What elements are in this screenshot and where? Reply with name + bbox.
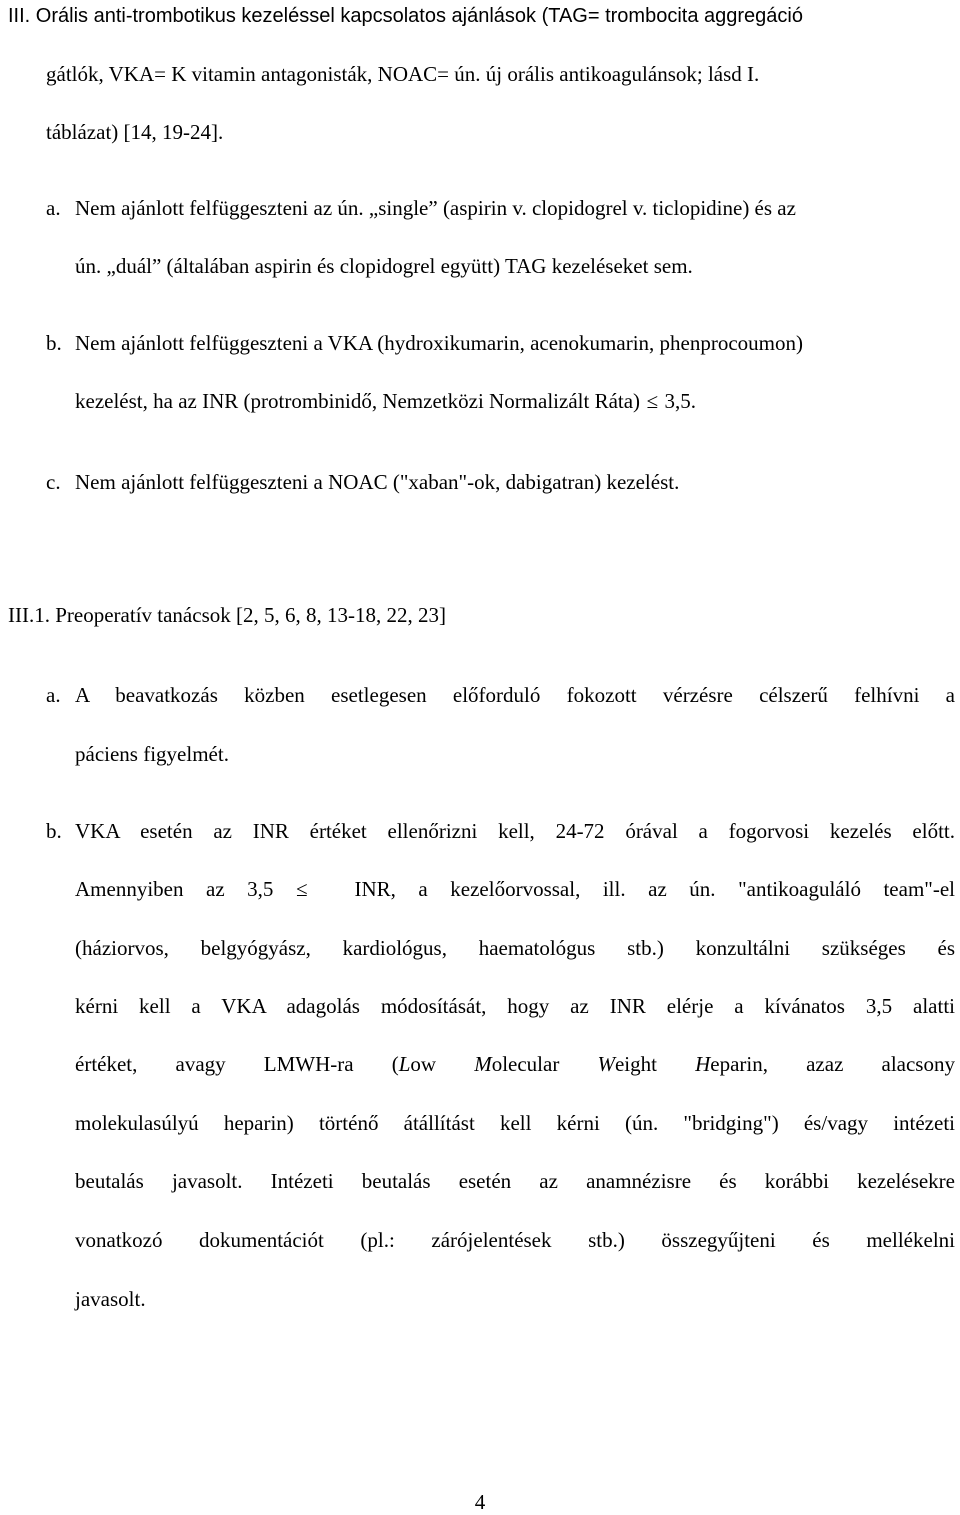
- list-marker-a: a.: [46, 196, 61, 220]
- section-heading-line-3: táblázat) [14, 19-24].: [46, 120, 224, 144]
- item-b-line-1: Nem ajánlott felfüggeszteni a VKA (hydroxikumarin, acenokumarin, phenprocoumon): [75, 331, 803, 355]
- preop-item-b-line-4: kérni kell a VKA adagolás módosítását, hogy az INR elérje a kívánatos 3,5 alatti: [75, 994, 955, 1018]
- preop-item-b-line-6: molekulasúlyú heparin) történő átállítást kell kérni (ún. "bridging") és/vagy intézeti: [75, 1111, 955, 1135]
- word-heparin-rest: eparin, azaz alacsony: [710, 1052, 955, 1076]
- section-heading-line-2: gátlók, VKA= K vitamin antagonisták, NOAC= ún. új orális antikoagulánsok; lásd I.: [46, 62, 760, 86]
- italic-letter-l: L: [398, 1052, 411, 1076]
- italic-letter-m: M: [474, 1052, 492, 1076]
- preop-item-b-line-2: [75, 877, 955, 901]
- preop-item-b-line-1: VKA esetén az INR értéket ellenőrizni kell, 24-72 órával a fogorvosi kezelés előtt.: [75, 819, 955, 843]
- preop-item-b-line-5: [75, 1052, 955, 1076]
- subsection-heading: III.1. Preoperatív tanácsok [2, 5, 6, 8, 13-18, 22, 23]: [8, 603, 446, 627]
- item-b-line-2: [75, 389, 696, 413]
- preop-item-b-line-8: vonatkozó dokumentációt (pl.: zárójelentések stb.) összegyűjteni és mellékelni: [75, 1228, 955, 1252]
- word-low: ow: [410, 1052, 475, 1076]
- italic-letter-w: W: [597, 1052, 615, 1076]
- word-molecular: olecular: [491, 1052, 598, 1076]
- preop-item-a-line-2: páciens figyelmét.: [75, 742, 229, 766]
- page-number: 4: [474, 1490, 486, 1514]
- preop-item-b-line-2-text: Amennyiben az 3,5: [75, 877, 274, 901]
- preop-item-a-line-1: A beavatkozás közben esetlegesen előforduló fokozott vérzésre célszerű felhívni a: [75, 683, 955, 707]
- less-equal-symbol-2: ≤: [295, 877, 308, 901]
- item-a-line-2: ún. „duál” (általában aspirin és clopidogrel együtt) TAG kezeléseket sem.: [75, 254, 693, 278]
- item-b-line-2-value: 3,5.: [664, 389, 697, 413]
- item-c-line-1: Nem ajánlott felfüggeszteni a NOAC ("xaban"-ok, dabigatran) kezelést.: [75, 470, 680, 494]
- list-marker-b-2: b.: [46, 819, 62, 843]
- item-a-line-1: Nem ajánlott felfüggeszteni az ún. „single” (aspirin v. clopidogrel v. ticlopidine) és az: [75, 196, 796, 220]
- item-b-line-2-text: kezelést, ha az INR (protrombinidő, Nemzetközi Normalizált Ráta): [75, 389, 641, 413]
- word-weight: eight: [614, 1052, 696, 1076]
- less-equal-symbol: ≤: [646, 389, 659, 413]
- preop-item-b-line-3: (háziorvos, belgyógyász, kardiológus, haematológus stb.) konzultálni szükséges és: [75, 936, 955, 960]
- preop-item-b-line-9: javasolt.: [75, 1287, 146, 1311]
- lmwh-text: értéket, avagy LMWH-ra (: [75, 1052, 399, 1076]
- italic-letter-h: H: [695, 1052, 711, 1076]
- preop-item-b-line-2-rest: INR, a kezelőorvossal, ill. az ún. "antikoaguláló team"-el: [354, 877, 955, 901]
- list-marker-c: c.: [46, 470, 61, 494]
- list-marker-b: b.: [46, 331, 62, 355]
- list-marker-a-2: a.: [46, 683, 61, 707]
- section-heading-line-1: III. Orális anti-trombotikus kezeléssel kapcsolatos ajánlások (TAG= trombocita aggregáció: [8, 5, 803, 27]
- preop-item-b-line-7: beutalás javasolt. Intézeti beutalás esetén az anamnézisre és korábbi kezelésekre: [75, 1169, 955, 1193]
